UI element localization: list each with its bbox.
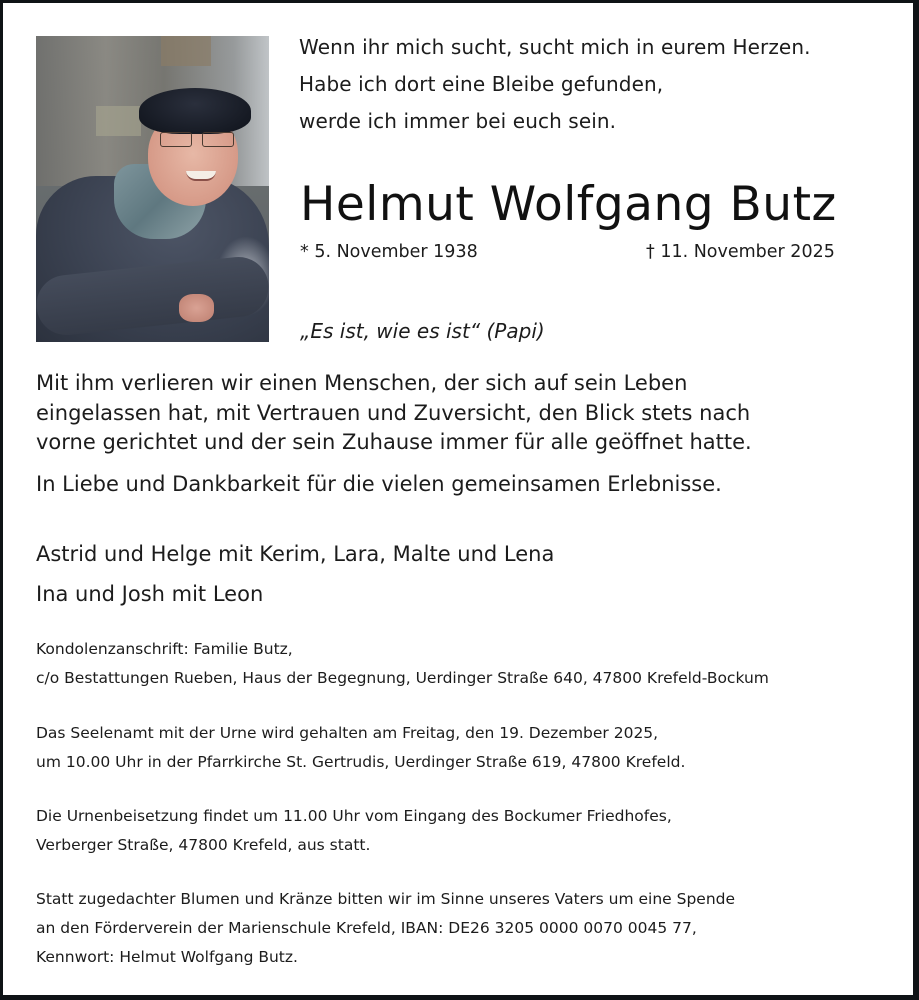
family-line: Ina und Josh mit Leon xyxy=(36,582,264,606)
urn-burial-info xyxy=(36,802,672,860)
photo-hand xyxy=(179,294,214,322)
tribute-line: Mit ihm verlieren wir einen Menschen, der sich auf sein Leben xyxy=(36,371,688,395)
family-signatures xyxy=(36,534,554,614)
poem-line: Wenn ihr mich sucht, sucht mich in eurem Herzen. xyxy=(299,35,811,59)
photo-cap xyxy=(139,88,251,134)
obituary-notice xyxy=(3,3,913,995)
photo-glasses xyxy=(160,132,236,146)
mass-line: um 10.00 Uhr in der Pfarrkirche St. Gertrudis, Uerdinger Straße 619, 47800 Krefeld. xyxy=(36,753,686,771)
portrait-photo xyxy=(36,36,269,342)
burial-line: Verberger Straße, 47800 Krefeld, aus statt. xyxy=(36,836,371,854)
condolence-line: c/o Bestattungen Rueben, Haus der Begegnung, Uerdinger Straße 640, 47800 Krefeld-Bockum xyxy=(36,669,769,687)
donation-line: an den Förderverein der Marienschule Krefeld, IBAN: DE26 3205 0000 0070 0045 77, xyxy=(36,919,697,937)
poem-line: Habe ich dort eine Bleibe gefunden, xyxy=(299,72,664,96)
deceased-name: Helmut Wolfgang Butz xyxy=(300,177,837,232)
donation-line: Kennwort: Helmut Wolfgang Butz. xyxy=(36,948,298,966)
tribute-line: vorne gerichtet und der sein Zuhause immer für alle geöffnet hatte. xyxy=(36,430,752,454)
tribute-line: eingelassen hat, mit Vertrauen und Zuversicht, den Blick stets nach xyxy=(36,400,751,425)
family-line: Astrid und Helge mit Kerim, Lara, Malte und Lena xyxy=(36,542,555,566)
photo-background-detail xyxy=(161,36,211,66)
donation-line: Statt zugedachter Blumen und Kränze bitten wir im Sinne unseres Vaters um eine Spende xyxy=(36,890,736,908)
birth-date: * 5. November 1938 xyxy=(300,242,478,262)
poem xyxy=(299,29,811,140)
mass-line: Das Seelenamt mit der Urne wird gehalten am Freitag, den 19. Dezember 2025, xyxy=(36,724,659,742)
motto-quote: „Es ist, wie es ist“ (Papi) xyxy=(300,319,545,343)
donation-info xyxy=(36,885,735,972)
tribute-text xyxy=(36,369,906,458)
burial-line: Die Urnenbeisetzung findet um 11.00 Uhr vom Eingang des Bockumer Friedhofes, xyxy=(36,807,672,825)
poem-line: werde ich immer bei euch sein. xyxy=(299,109,617,133)
death-date: † 11. November 2025 xyxy=(646,242,835,262)
condolence-address xyxy=(36,635,769,693)
requiem-mass-info xyxy=(36,719,685,777)
photo-background-detail xyxy=(96,106,141,136)
gratitude-line: In Liebe und Dankbarkeit für die vielen gemeinsamen Erlebnisse. xyxy=(36,472,722,496)
condolence-line: Kondolenzanschrift: Familie Butz, xyxy=(36,640,293,658)
